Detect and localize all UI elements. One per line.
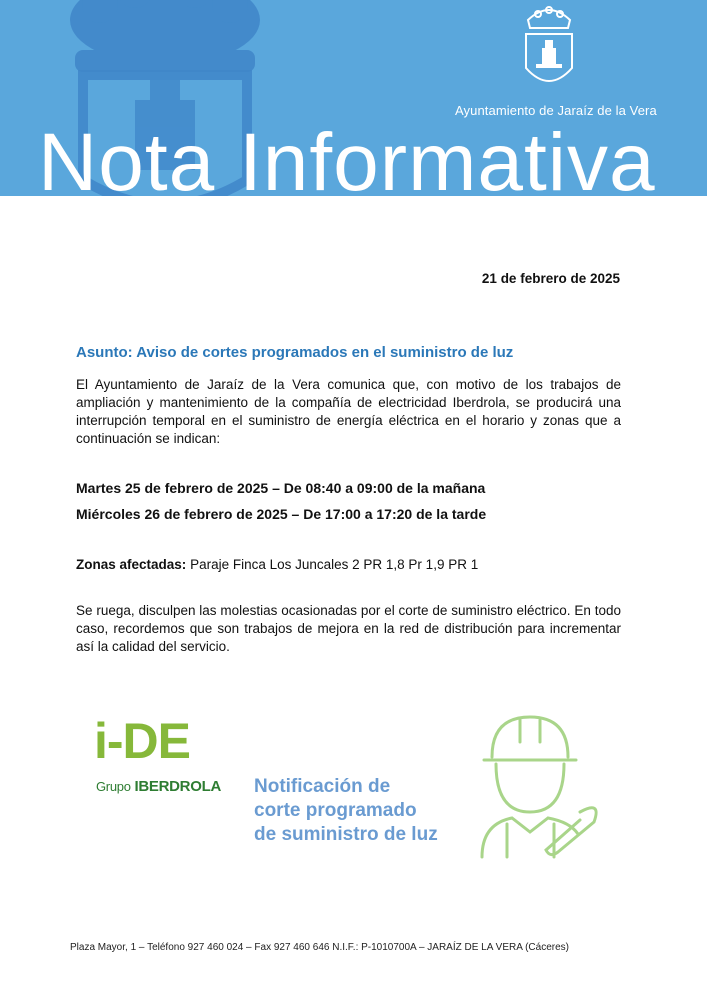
- group-name: IBERDROLA: [134, 778, 221, 795]
- town-name: Ayuntamiento de Jaraíz de la Vera: [455, 103, 657, 118]
- notification-line: Notificación de: [254, 776, 391, 797]
- document-subject: Asunto: Aviso de cortes programados en el suministro de luz: [76, 344, 514, 361]
- notification-line: corte programado: [254, 800, 417, 821]
- affected-zones: [76, 557, 478, 572]
- construction-worker-icon: [462, 712, 612, 862]
- footer-contact: Plaza Mayor, 1 – Teléfono 927 460 024 – Fax 927 460 646 N.I.F.: P-1010700A – JARAÍZ DE LA VERA (Cáceres): [70, 942, 569, 953]
- iberdrola-group-label: [96, 778, 221, 795]
- header-banner: [0, 0, 707, 196]
- notification-line: de suministro de luz: [254, 824, 438, 845]
- intro-paragraph: El Ayuntamiento de Jaraíz de la Vera comunica que, con motivo de los trabajos de ampliación y mantenimiento de la compañía de electricidad Iberdrola, se producirá una interrupción temporal en el suministro de energía eléctrica en el horario y zonas que a continuación se indican:: [76, 377, 621, 446]
- ide-logo-text: i-DE: [94, 713, 190, 769]
- ide-iberdrola-logo: [94, 713, 239, 798]
- schedule-item: Martes 25 de febrero de 2025 – De 08:40 a 09:00 de la mañana: [76, 480, 486, 496]
- cut-notification-title: [254, 775, 438, 847]
- zones-label: Zonas afectadas:: [76, 557, 187, 572]
- schedule-item: Miércoles 26 de febrero de 2025 – De 17:00 a 17:20 de la tarde: [76, 506, 487, 522]
- document-date: 21 de febrero de 2025: [481, 271, 620, 286]
- page-title: Nota Informativa: [38, 117, 656, 196]
- zones-value: Paraje Finca Los Juncales 2 PR 1,8 Pr 1,9 PR 1: [190, 557, 479, 572]
- town-crest-icon: [518, 2, 580, 92]
- group-prefix: Grupo: [96, 779, 131, 794]
- closing-paragraph: Se ruega, disculpen las molestias ocasionadas por el corte de suministro eléctrico. En todo caso, recordemos que son trabajos de mejora en la red de distribución para incrementar así la calidad del servicio.: [76, 603, 621, 654]
